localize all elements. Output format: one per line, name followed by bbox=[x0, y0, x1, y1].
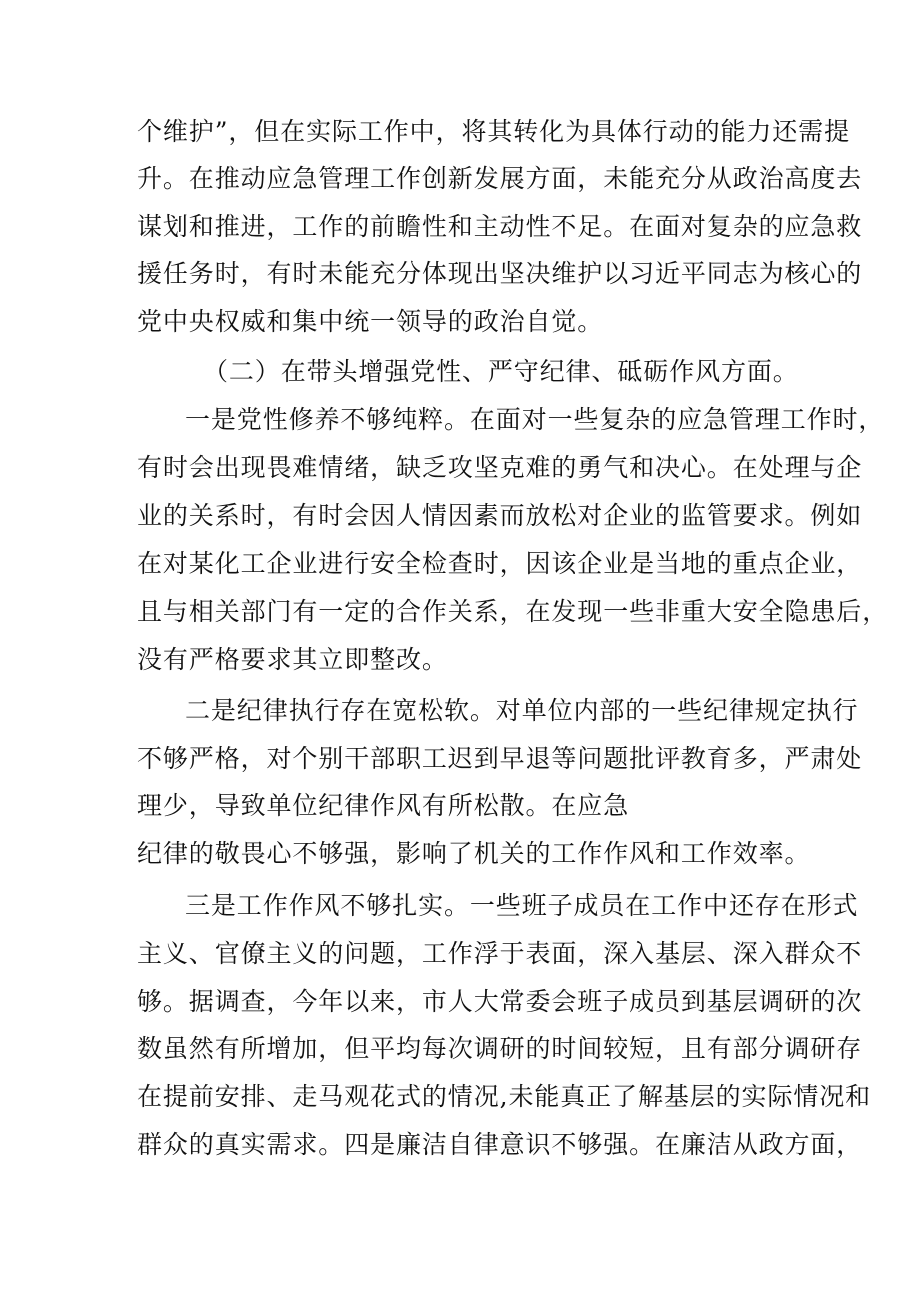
text-line: 且与相关部门有一定的合作关系，在发现一些非重大安全隐患后， bbox=[137, 597, 889, 626]
text-line: 数虽然有所增加，但平均每次调研的时间较短，且有部分调研存 bbox=[137, 1034, 863, 1063]
text-line: 援任务时，有时未能充分体现出坚决维护以习近平同志为核心的 bbox=[137, 259, 863, 288]
text-line: 升。在推动应急管理工作创新发展方面，未能充分从政治高度去 bbox=[137, 164, 863, 193]
text-line: 不够严格，对个别干部职工迟到早退等问题批评教育多，严肃处 bbox=[137, 744, 863, 773]
text-line: 有时会出现畏难情绪，缺乏攻坚克难的勇气和决心。在处理与企 bbox=[137, 453, 863, 482]
paragraph-start: 一是党性修养不够纯粹。在面对一些复杂的应急管理工作时， bbox=[185, 405, 885, 434]
text-line: 没有严格要求其立即整改。 bbox=[137, 645, 448, 674]
text-line: 党中央权威和集中统一领导的政治自觉。 bbox=[137, 307, 604, 336]
paragraph-start: 二是纪律执行存在宽松软。对单位内部的一些纪律规定执行 bbox=[185, 696, 859, 725]
text-line: 业的关系时，有时会因人情因素而放松对企业的监管要求。例如 bbox=[137, 501, 863, 530]
text-line: 群众的真实需求。四是廉洁自律意识不够强。在廉洁从政方面， bbox=[137, 1130, 863, 1159]
text-line: 在提前安排、走马观花式的情况,未能真正了解基层的实际情况和 bbox=[137, 1082, 872, 1111]
text-line: 谋划和推进，工作的前瞻性和主动性不足。在面对复杂的应急救 bbox=[137, 212, 863, 241]
text-line: 主义、官僚主义的问题，工作浮于表面，深入基层、深入群众不 bbox=[137, 939, 863, 968]
text-line: 纪律的敬畏心不够强，影响了机关的工作作风和工作效率。 bbox=[137, 839, 811, 868]
text-line: 个维护”，但在实际工作中，将其转化为具体行动的能力还需提 bbox=[137, 117, 850, 146]
text-line: 在对某化工企业进行安全检查时，因该企业是当地的重点企业， bbox=[137, 549, 863, 578]
text-line: 理少，导致单位纪律作风有所松散。在应急 bbox=[137, 791, 630, 820]
paragraph-start: 三是工作作风不够扎实。一些班子成员在工作中还存在形式 bbox=[185, 891, 859, 920]
section-heading: （二）在带头增强党性、严守纪律、砥砺作风方面。 bbox=[203, 357, 799, 386]
text-line: 够。据调查，今年以来，市人大常委会班子成员到基层调研的次 bbox=[137, 987, 863, 1016]
